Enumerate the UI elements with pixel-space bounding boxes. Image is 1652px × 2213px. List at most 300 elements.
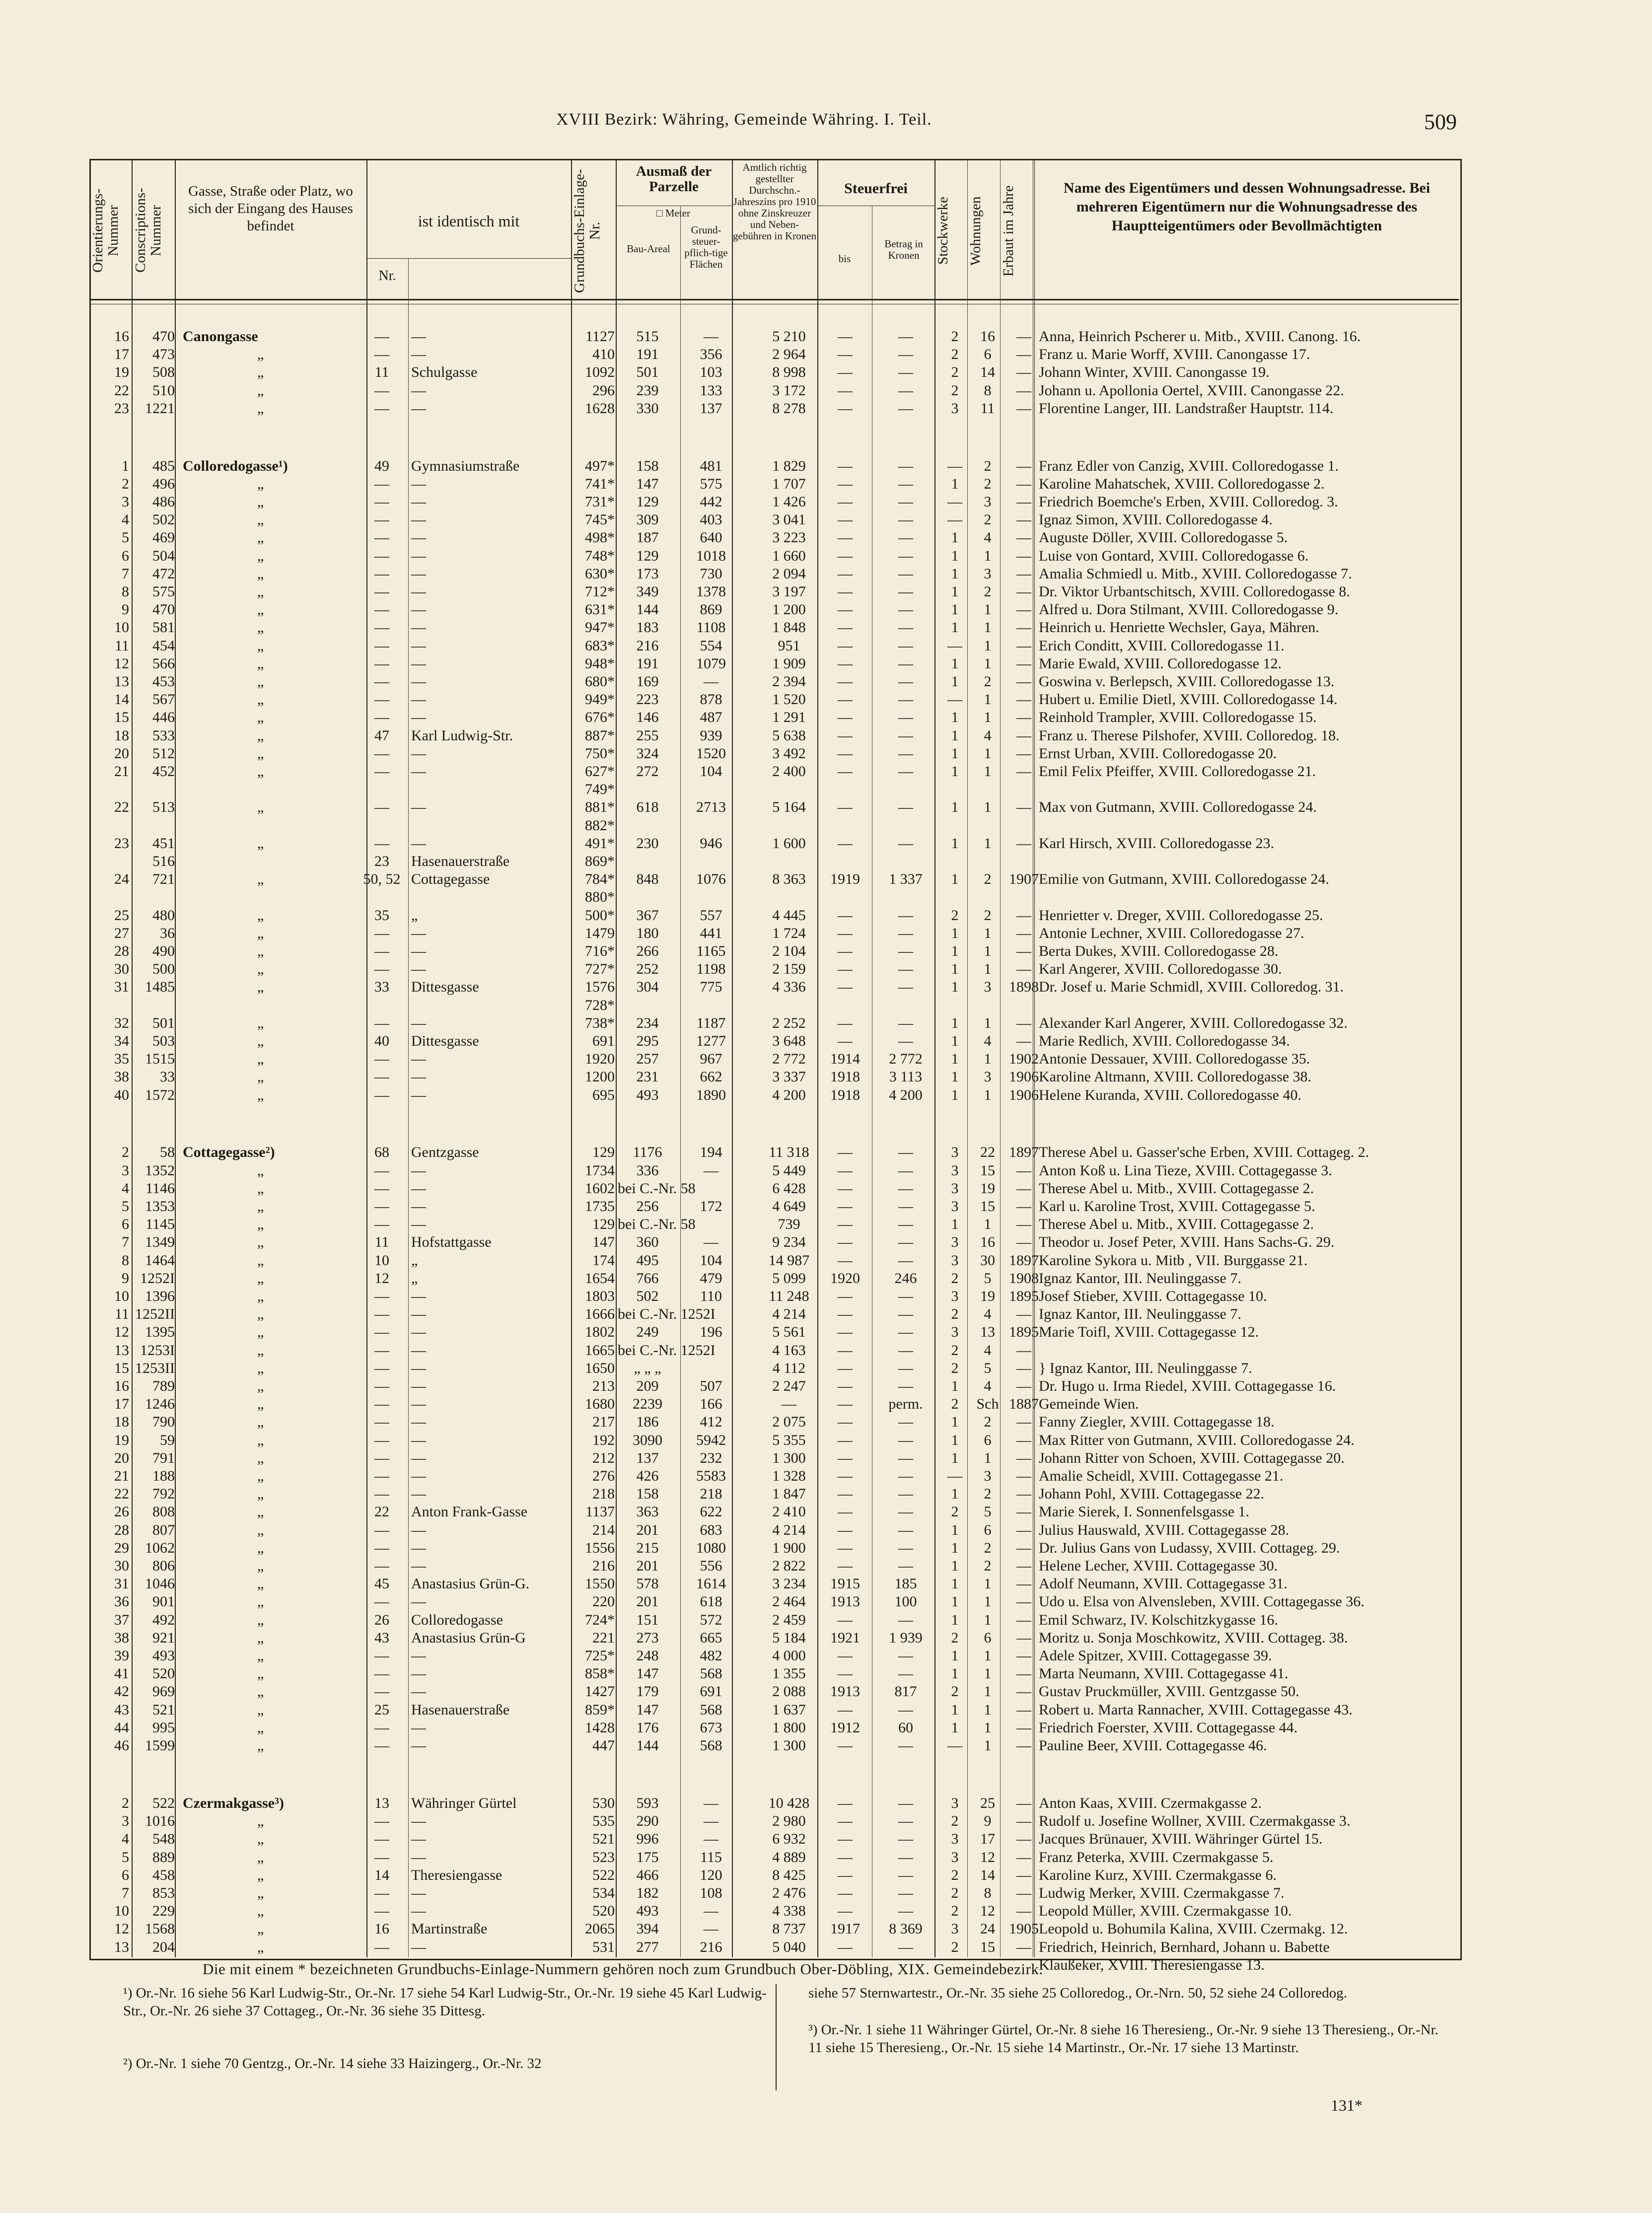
- street-cell: „: [257, 673, 264, 690]
- orientierung-cell: 18: [114, 727, 129, 744]
- identical-street-cell: —: [411, 1180, 426, 1197]
- identical-street-cell: Martinstraße: [411, 1921, 488, 1937]
- wohnungen-cell: 2: [984, 673, 992, 690]
- wohnungen-cell: 1: [984, 709, 992, 726]
- identical-nr-cell: —: [374, 799, 389, 816]
- steuerfrei-bis-cell: —: [838, 691, 853, 708]
- steuerfrei-betrag-cell: 817: [894, 1683, 917, 1700]
- bau-areal-cell: 349: [636, 583, 659, 600]
- identical-nr-cell: —: [374, 1414, 389, 1430]
- identical-street-cell: —: [411, 1324, 426, 1341]
- table-row: [89, 1539, 1459, 1557]
- erbaut-cell: —: [1016, 1306, 1031, 1323]
- stockwerke-cell: 3: [951, 1162, 959, 1179]
- zins-cell: 2 459: [772, 1611, 806, 1628]
- bau-areal-cell: 187: [636, 529, 659, 546]
- grundbuch-cell: 947*: [585, 619, 615, 636]
- owner-cell: Adele Spitzer, XVIII. Cottagegasse 39.: [1039, 1647, 1272, 1664]
- erbaut-cell: 1906: [1009, 1069, 1039, 1085]
- zins-cell: 2 394: [772, 673, 806, 690]
- zins-cell: 2 822: [772, 1558, 806, 1574]
- conscriptions-cell: 510: [152, 382, 175, 399]
- steuerfrei-betrag-cell: —: [898, 1503, 913, 1520]
- street-cell: „: [257, 709, 264, 726]
- steuerfrei-betrag-cell: —: [898, 1903, 913, 1920]
- bau-areal-cell: 191: [636, 655, 659, 672]
- owner-cell: Johann Winter, XVIII. Canongasse 19.: [1039, 364, 1270, 381]
- steuerfrei-bis-cell: —: [838, 511, 853, 528]
- grundsteuer-cell: —: [704, 328, 718, 345]
- table-row: [89, 583, 1459, 601]
- owner-cell: Ludwig Merker, XVIII. Czermakgasse 7.: [1039, 1884, 1285, 1901]
- owner-cell: Karoline Mahatschek, XVIII. Colloredogasse 2.: [1039, 475, 1325, 492]
- street-cell: Canongasse: [183, 328, 258, 345]
- street-cell: „: [257, 1324, 264, 1341]
- street-cell: „: [257, 382, 264, 399]
- zins-cell: 1 707: [772, 475, 806, 492]
- bau-areal-cell: 179: [636, 1683, 659, 1700]
- street-cell: „: [257, 763, 264, 780]
- zins-cell: 1 355: [772, 1665, 806, 1682]
- orientierung-cell: 22: [114, 799, 129, 816]
- identical-nr-cell: 10: [374, 1252, 389, 1269]
- identical-nr-cell: —: [374, 601, 389, 618]
- steuerfrei-bis-cell: —: [838, 1378, 853, 1395]
- table-row: [89, 547, 1459, 565]
- identical-nr-cell: —: [374, 1903, 389, 1920]
- table-row: [89, 1252, 1459, 1270]
- erbaut-cell: —: [1016, 1521, 1031, 1538]
- table-row: [89, 870, 1459, 888]
- grundsteuer-cell: 403: [700, 511, 722, 528]
- steuerfrei-bis-cell: —: [838, 835, 853, 852]
- conscriptions-cell: 1016: [145, 1813, 175, 1830]
- identical-street-cell: Theresiengasse: [411, 1866, 503, 1883]
- orientierung-cell: 7: [122, 1884, 129, 1901]
- conscriptions-cell: 790: [152, 1414, 175, 1430]
- wohnungen-cell: 1: [984, 1683, 992, 1700]
- zins-cell: 1 637: [772, 1701, 806, 1718]
- conscriptions-cell: 1568: [145, 1921, 175, 1937]
- orientierung-cell: 6: [122, 1216, 129, 1233]
- identical-nr-cell: —: [374, 1306, 389, 1323]
- stockwerke-cell: 2: [951, 1629, 959, 1646]
- zins-cell: 4 649: [772, 1198, 806, 1215]
- steuerfrei-bis-cell: —: [838, 1014, 853, 1031]
- orientierung-cell: 19: [114, 364, 129, 381]
- grundsteuer-cell: 1165: [696, 943, 726, 960]
- grundbuch-cell: 2065: [585, 1921, 615, 1937]
- owner-cell: Anton Kaas, XVIII. Czermakgasse 2.: [1039, 1794, 1262, 1811]
- owner-cell: Dr. Julius Gans von Ludassy, XVIII. Cottageg. 29.: [1039, 1539, 1340, 1556]
- owner-cell: Karoline Sykora u. Mitb , VII. Burggasse 21.: [1039, 1252, 1308, 1269]
- zins-cell: 8 278: [772, 400, 806, 417]
- bau-areal-cell: 249: [636, 1324, 659, 1341]
- bau-areal-cell: 173: [636, 565, 659, 582]
- table-row: [89, 1884, 1459, 1902]
- bau-areal-cell: „ „ „: [634, 1359, 661, 1376]
- grundbuch-cell: 129: [592, 1144, 615, 1161]
- owner-cell: Alexander Karl Angerer, XVIII. Colloredogasse 32.: [1039, 1014, 1348, 1031]
- zins-cell: 14 987: [768, 1252, 810, 1269]
- erbaut-cell: —: [1016, 745, 1031, 762]
- identical-nr-cell: —: [374, 328, 389, 345]
- identical-nr-cell: 50, 52: [363, 871, 401, 888]
- owner-cell: Heinrich u. Henriette Wechsler, Gaya, Mähren.: [1039, 619, 1319, 636]
- street-cell: „: [257, 1014, 264, 1031]
- orientierung-cell: 15: [114, 709, 129, 726]
- wohnungen-cell: 1: [984, 1575, 992, 1592]
- identical-nr-cell: 11: [374, 1234, 389, 1251]
- stockwerke-cell: 1: [951, 1719, 959, 1736]
- zins-cell: 1 847: [772, 1486, 806, 1502]
- grundbuch-cell: 716*: [585, 943, 615, 960]
- steuerfrei-bis-cell: —: [838, 1414, 853, 1430]
- grundbuch-cell: 129: [592, 1216, 615, 1233]
- stockwerke-cell: 3: [951, 1849, 959, 1865]
- table-row: [89, 907, 1459, 925]
- identical-street-cell: —: [411, 547, 426, 564]
- identical-street-cell: —: [411, 619, 426, 636]
- wohnungen-cell: 5: [984, 1270, 992, 1286]
- street-cell: „: [257, 1086, 264, 1103]
- orientierung-cell: 1: [122, 457, 129, 474]
- conscriptions-cell: 472: [152, 565, 175, 582]
- steuerfrei-bis-cell: 1913: [830, 1683, 860, 1700]
- stockwerke-cell: 1: [951, 1611, 959, 1628]
- wohnungen-cell: 1: [984, 1647, 992, 1664]
- wohnungen-cell: 4: [984, 529, 992, 546]
- zins-cell: 11 248: [769, 1288, 809, 1305]
- grundsteuer-cell: 115: [700, 1849, 722, 1865]
- table-row: [89, 1180, 1459, 1198]
- steuerfrei-betrag-cell: —: [898, 943, 913, 960]
- conscriptions-cell: 508: [152, 364, 175, 381]
- identical-nr-cell: —: [374, 1086, 389, 1103]
- identical-nr-cell: —: [374, 1647, 389, 1664]
- orientierung-cell: 40: [114, 1086, 129, 1103]
- erbaut-cell: —: [1016, 925, 1031, 941]
- conscriptions-cell: 1252I: [140, 1270, 175, 1286]
- wohnungen-cell: 1: [984, 1701, 992, 1718]
- erbaut-cell: —: [1016, 494, 1031, 510]
- erbaut-cell: 1898: [1009, 979, 1039, 996]
- owner-cell: Hubert u. Emilie Dietl, XVIII. Colloredogasse 14.: [1039, 691, 1338, 708]
- street-cell: „: [257, 1737, 264, 1754]
- stockwerke-cell: 3: [951, 1252, 959, 1269]
- identical-street-cell: —: [411, 1468, 426, 1485]
- owner-cell: Fanny Ziegler, XVIII. Cottagegasse 18.: [1039, 1414, 1275, 1430]
- grundsteuer-cell: 572: [700, 1611, 722, 1628]
- street-cell: „: [257, 1813, 264, 1830]
- bau-areal-cell: 201: [636, 1558, 659, 1574]
- street-cell: „: [257, 1468, 264, 1485]
- grundsteuer-cell: 1277: [696, 1033, 726, 1050]
- zins-cell: 5 355: [772, 1431, 806, 1448]
- table-row: [89, 1902, 1459, 1920]
- wohnungen-cell: 1: [984, 1665, 992, 1682]
- identical-street-cell: Hasenauerstraße: [411, 853, 510, 870]
- steuerfrei-betrag-cell: —: [898, 1737, 913, 1754]
- steuerfrei-bis-cell: 1918: [830, 1086, 860, 1103]
- zins-cell: 3 234: [772, 1575, 806, 1592]
- stockwerke-cell: —: [947, 637, 962, 654]
- erbaut-cell: —: [1016, 1866, 1031, 1883]
- wohnungen-cell: 1: [984, 655, 992, 672]
- bau-areal-cell: 144: [636, 1737, 659, 1754]
- owner-cell: Dr. Josef u. Marie Schmidl, XVIII. Colloredog. 31.: [1039, 979, 1344, 996]
- zins-cell: 2 980: [772, 1813, 806, 1830]
- steuerfrei-betrag-cell: —: [898, 364, 913, 381]
- steuerfrei-bis-cell: 1920: [830, 1270, 860, 1286]
- steuerfrei-betrag-cell: —: [898, 494, 913, 510]
- wohnungen-cell: 1: [984, 943, 992, 960]
- zins-cell: 4 112: [772, 1359, 806, 1376]
- wohnungen-cell: 1: [984, 619, 992, 636]
- orientierung-cell: 21: [114, 763, 129, 780]
- table-row: [89, 942, 1459, 960]
- conscriptions-cell: 1252II: [135, 1306, 175, 1323]
- conscriptions-cell: 901: [152, 1593, 175, 1610]
- steuerfrei-betrag-cell: —: [898, 655, 913, 672]
- grundsteuer-cell: 575: [700, 475, 722, 492]
- street-cell: „: [257, 400, 264, 417]
- stockwerke-cell: 2: [951, 1270, 959, 1286]
- grundbuch-cell: 1427: [585, 1683, 615, 1700]
- conscriptions-cell: 806: [152, 1558, 175, 1574]
- zins-cell: 3 337: [772, 1069, 806, 1085]
- grundbuch-cell: 214: [592, 1521, 615, 1538]
- conscriptions-cell: 721: [152, 871, 175, 888]
- identical-street-cell: —: [411, 1683, 426, 1700]
- steuerfrei-betrag-cell: —: [898, 346, 913, 363]
- grundbuch-cell: 216: [592, 1558, 615, 1574]
- sheet-mark: 131*: [1331, 2096, 1363, 2114]
- table-row: [89, 1143, 1459, 1161]
- identical-nr-cell: —: [374, 565, 389, 582]
- erbaut-cell: —: [1016, 835, 1031, 852]
- bau-areal-cell: 186: [636, 1414, 659, 1430]
- identical-street-cell: „: [411, 1252, 418, 1269]
- owner-cell: Johann Ritter von Schoen, XVIII. Cottagegasse 20.: [1039, 1449, 1345, 1466]
- wohnungen-cell: 11: [980, 400, 995, 417]
- table-row: [89, 1323, 1459, 1341]
- bau-areal-cell: 180: [636, 925, 659, 941]
- identical-street-cell: —: [411, 1198, 426, 1215]
- conscriptions-cell: 188: [152, 1468, 175, 1485]
- conscriptions-cell: 1572: [145, 1086, 175, 1103]
- erbaut-cell: —: [1016, 691, 1031, 708]
- wohnungen-cell: 5: [984, 1503, 992, 1520]
- steuerfrei-bis-cell: 1915: [830, 1575, 860, 1592]
- orientierung-cell: 19: [114, 1431, 129, 1448]
- steuerfrei-betrag-cell: —: [898, 1342, 913, 1358]
- conscriptions-cell: 1464: [145, 1252, 175, 1269]
- bau-areal-cell: 501: [636, 364, 659, 381]
- bau-areal-cell: 248: [636, 1647, 659, 1664]
- identical-nr-cell: 25: [374, 1701, 389, 1718]
- steuerfrei-betrag-cell: 2 772: [889, 1051, 923, 1068]
- steuerfrei-betrag-cell: —: [898, 1794, 913, 1811]
- wohnungen-cell: 5: [984, 1359, 992, 1376]
- grundsteuer-cell: 869: [700, 601, 722, 618]
- grundsteuer-cell: 775: [700, 979, 722, 996]
- stockwerke-cell: 1: [951, 529, 959, 546]
- bau-areal-cell: 336: [636, 1162, 659, 1179]
- bau-areal-cell: 295: [636, 1033, 659, 1050]
- steuerfrei-bis-cell: 1912: [830, 1719, 860, 1736]
- owner-cell: Johann u. Apollonia Oertel, XVIII. Canongasse 22.: [1039, 382, 1344, 399]
- identical-nr-cell: —: [374, 1849, 389, 1865]
- grundsteuer-cell: 110: [700, 1288, 722, 1305]
- zins-cell: 5 040: [772, 1938, 806, 1955]
- bau-areal-cell: 169: [636, 673, 659, 690]
- erbaut-cell: —: [1016, 547, 1031, 564]
- stockwerke-cell: —: [947, 511, 962, 528]
- table-row: [89, 1086, 1459, 1104]
- orientierung-cell: 17: [114, 1396, 129, 1413]
- identical-street-cell: —: [411, 511, 426, 528]
- table-row: [89, 1162, 1459, 1180]
- identical-street-cell: Gentzgasse: [411, 1144, 479, 1161]
- grundbuch-cell: 748*: [585, 547, 615, 564]
- orientierung-cell: 28: [114, 943, 129, 960]
- owner-cell: Marie Ewald, XVIII. Colloredogasse 12.: [1039, 655, 1282, 672]
- erbaut-cell: —: [1016, 1575, 1031, 1592]
- steuerfrei-betrag-cell: —: [898, 1558, 913, 1574]
- steuerfrei-betrag-cell: —: [898, 400, 913, 417]
- steuerfrei-betrag-cell: —: [898, 1162, 913, 1179]
- identical-street-cell: —: [411, 1593, 426, 1610]
- steuerfrei-bis-cell: —: [838, 1162, 853, 1179]
- owner-cell: Josef Stieber, XVIII. Cottagegasse 10.: [1039, 1288, 1267, 1305]
- steuerfrei-betrag-cell: —: [898, 1831, 913, 1848]
- owner-cell: Adolf Neumann, XVIII. Cottagegasse 31.: [1039, 1575, 1288, 1592]
- grundsteuer-cell: 216: [700, 1938, 722, 1955]
- street-cell: „: [257, 1701, 264, 1718]
- steuerfrei-betrag-cell: —: [898, 601, 913, 618]
- orientierung-cell: 4: [122, 1831, 129, 1848]
- steuerfrei-betrag-cell: —: [898, 565, 913, 582]
- zins-cell: 1 300: [772, 1737, 806, 1754]
- erbaut-cell: —: [1016, 1162, 1031, 1179]
- zins-cell: 3 041: [772, 511, 806, 528]
- steuerfrei-betrag-cell: —: [898, 799, 913, 816]
- owner-cell: Leopold u. Bohumila Kalina, XVIII. Czermakg. 12.: [1039, 1921, 1348, 1937]
- steuerfrei-betrag-cell: —: [898, 673, 913, 690]
- steuerfrei-betrag-cell: —: [898, 1288, 913, 1305]
- wohnungen-cell: 1: [984, 1051, 992, 1068]
- steuerfrei-bis-cell: —: [838, 1468, 853, 1485]
- wohnungen-cell: 3: [984, 1069, 992, 1085]
- identical-street-cell: —: [411, 1521, 426, 1538]
- identical-street-cell: —: [411, 565, 426, 582]
- identical-nr-cell: 23: [374, 853, 389, 870]
- grundbuch-cell: 1137: [585, 1503, 615, 1520]
- bau-areal-cell: 848: [636, 871, 659, 888]
- table-row: [89, 1575, 1459, 1593]
- wohnungen-cell: 15: [980, 1198, 995, 1215]
- steuerfrei-bis-cell: —: [838, 1431, 853, 1448]
- zins-cell: 11 318: [769, 1144, 809, 1161]
- street-cell: „: [257, 364, 264, 381]
- stockwerke-cell: 3: [951, 1198, 959, 1215]
- erbaut-cell: 1897: [1009, 1252, 1039, 1269]
- identical-nr-cell: 11: [374, 364, 389, 381]
- wohnungen-cell: 17: [980, 1831, 995, 1848]
- steuerfrei-betrag-cell: —: [898, 1449, 913, 1466]
- table-row: [89, 1938, 1459, 1956]
- steuerfrei-bis-cell: —: [838, 1180, 853, 1197]
- orientierung-cell: 27: [114, 925, 129, 941]
- footnote-2: ²) Or.-Nr. 1 siehe 70 Gentzg., Or.-Nr. 14 siehe 33 Haizingerg., Or.-Nr. 32: [123, 2056, 542, 2071]
- grundsteuer-cell: —: [704, 1903, 718, 1920]
- bau-areal-cell: 252: [636, 961, 659, 978]
- zins-cell: 3 197: [772, 583, 806, 600]
- grundbuch-cell: 217: [592, 1414, 615, 1430]
- orientierung-cell: 29: [114, 1539, 129, 1556]
- erbaut-cell: —: [1016, 511, 1031, 528]
- erbaut-cell: —: [1016, 1629, 1031, 1646]
- bau-areal-cell: 158: [636, 457, 659, 474]
- wohnungen-cell: 16: [980, 1234, 995, 1251]
- erbaut-cell: —: [1016, 1198, 1031, 1215]
- stockwerke-cell: 1: [951, 1575, 959, 1592]
- identical-nr-cell: —: [374, 1014, 389, 1031]
- steuerfrei-betrag-cell: —: [898, 745, 913, 762]
- steuerfrei-bis-cell: —: [838, 1938, 853, 1955]
- orientierung-cell: 13: [114, 1342, 129, 1358]
- conscriptions-cell: 575: [152, 583, 175, 600]
- identical-street-cell: Cottagegasse: [411, 871, 490, 888]
- erbaut-cell: —: [1016, 1593, 1031, 1610]
- grundbuch-cell: 1602: [585, 1180, 615, 1197]
- street-cell: „: [257, 727, 264, 744]
- orientierung-cell: 5: [122, 1849, 129, 1865]
- table-row: [89, 1701, 1459, 1719]
- grundsteuer-cell: —: [704, 673, 718, 690]
- zins-cell: —: [782, 1396, 796, 1413]
- zins-cell: 8 363: [772, 871, 806, 888]
- steuerfrei-bis-cell: —: [838, 529, 853, 546]
- grundsteuer-cell: 1187: [696, 1014, 726, 1031]
- wohnungen-cell: 1: [984, 1216, 992, 1233]
- grundsteuer-cell: 568: [700, 1665, 722, 1682]
- wohnungen-cell: 24: [980, 1921, 995, 1937]
- erbaut-cell: —: [1016, 346, 1031, 363]
- street-cell: „: [257, 1306, 264, 1323]
- table-row: [89, 382, 1459, 400]
- wohnungen-cell: 3: [984, 494, 992, 510]
- street-cell: „: [257, 1033, 264, 1050]
- wohnungen-cell: 16: [980, 328, 995, 345]
- table-row: [89, 745, 1459, 763]
- street-cell: „: [257, 1252, 264, 1269]
- identical-street-cell: —: [411, 1414, 426, 1430]
- table-row: [89, 835, 1459, 853]
- owner-cell: Anton Koß u. Lina Tieze, XVIII. Cottagegasse 3.: [1039, 1162, 1332, 1179]
- table-row: [89, 1647, 1459, 1665]
- owner-cell: Antonie Dessauer, XVIII. Colloredogasse 35.: [1039, 1051, 1310, 1068]
- stockwerke-cell: 1: [951, 1051, 959, 1068]
- orientierung-cell: 44: [114, 1719, 129, 1736]
- street-cell: „: [257, 1216, 264, 1233]
- owner-cell: Dr. Hugo u. Irma Riedel, XVIII. Cottagegasse 16.: [1039, 1378, 1336, 1395]
- zins-cell: 4 889: [772, 1849, 806, 1865]
- identical-nr-cell: —: [374, 1683, 389, 1700]
- grundbuch-cell: 535: [592, 1813, 615, 1830]
- conscriptions-cell: 470: [152, 601, 175, 618]
